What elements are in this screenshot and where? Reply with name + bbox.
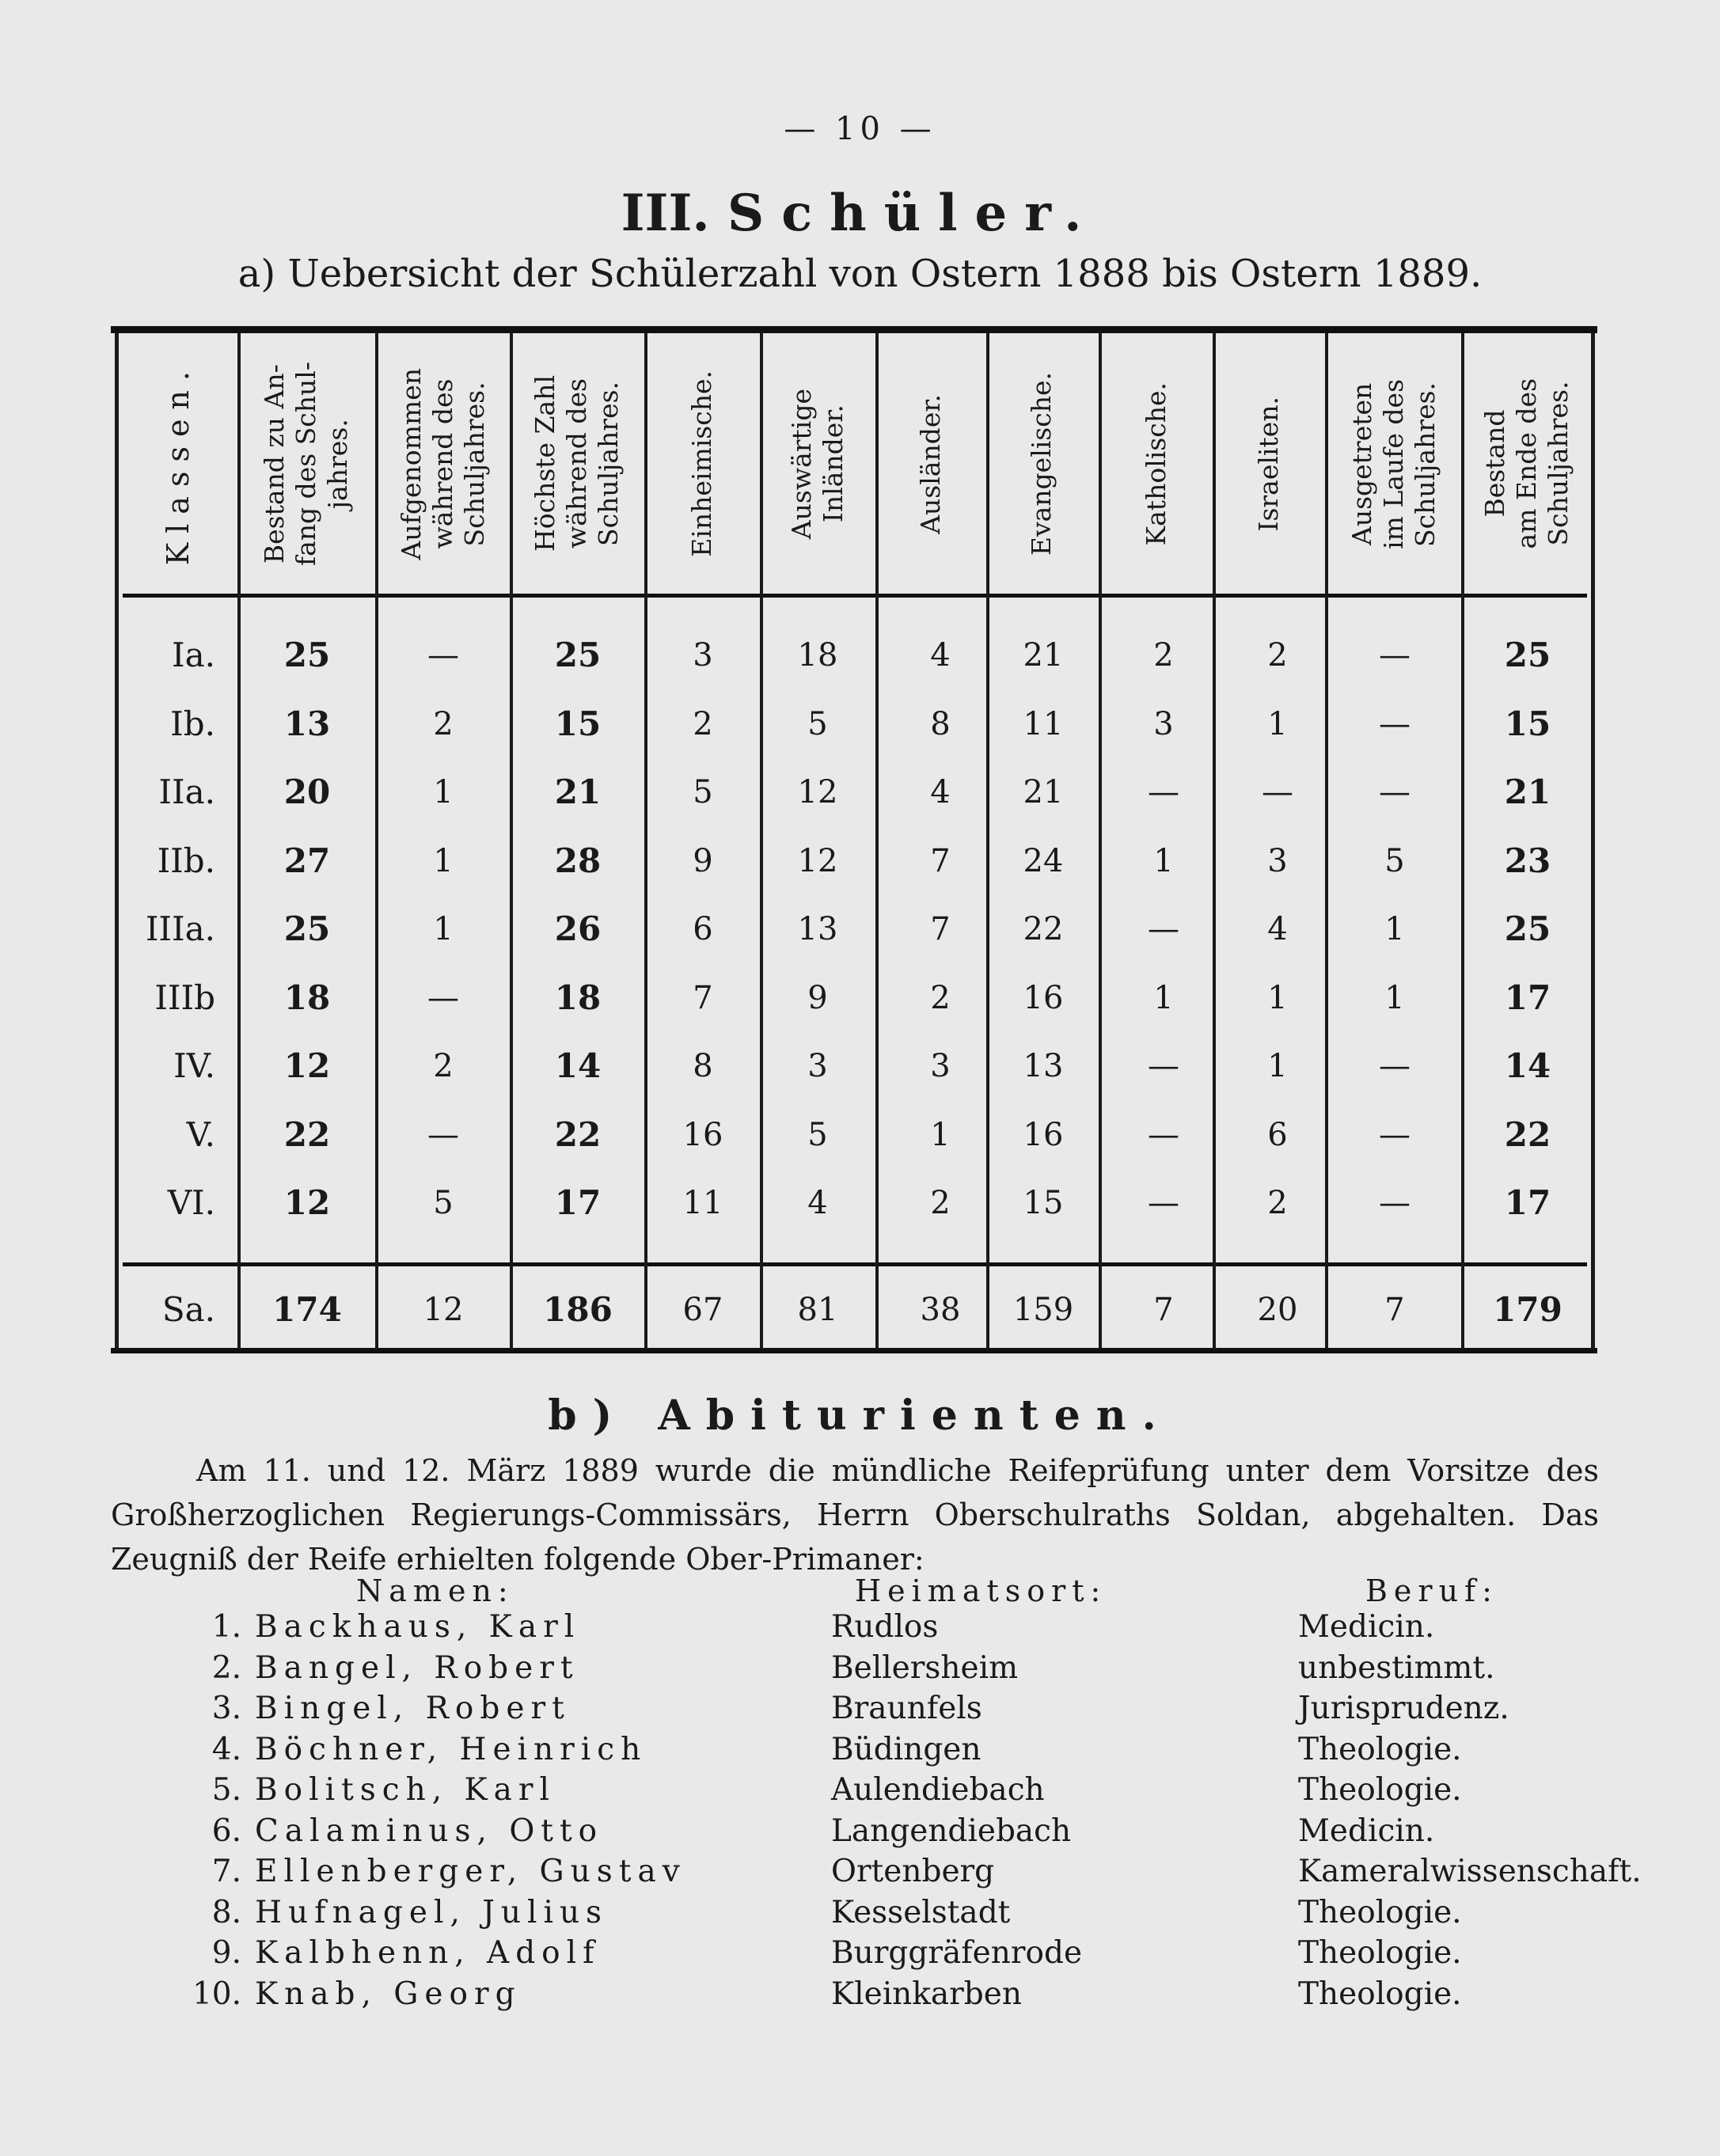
table-row-cell: 22: [1023, 911, 1064, 947]
entry-number: 2.: [211, 1650, 241, 1686]
total-row-cell: 186: [543, 1290, 613, 1329]
entry-heimatsort: Braunfels: [831, 1691, 982, 1726]
table-row-cell: 3: [1267, 843, 1288, 879]
table-row-cell: 25: [554, 636, 602, 674]
header-bestand-anfang-text: Bestand zu An- fang des Schul- jahres.: [259, 361, 353, 567]
entry-number: 4.: [211, 1732, 241, 1767]
header-rule: [123, 594, 1587, 598]
entry-heimatsort: Aulendiebach: [831, 1772, 1045, 1808]
entry-name: Kalbhenn, Adolf: [255, 1935, 601, 1971]
table-row-cell: 22: [554, 1115, 602, 1154]
table-row-cell: 1: [1384, 980, 1405, 1016]
section-title: Schüler.: [727, 184, 1099, 243]
header-evangelische-text: Evangelische.: [1026, 371, 1057, 556]
header-bestand-anfang: [239, 345, 374, 583]
table-row-cell: 9: [693, 843, 713, 879]
table-row-cell: 13: [283, 704, 331, 743]
header-auslaender-text: Ausländer.: [915, 393, 946, 534]
table-row-cell: 15: [1023, 1185, 1064, 1221]
header-aufgenommen-text: Aufgenommen während des Schuljahres.: [396, 367, 490, 560]
table-row-klasse: Ib.: [170, 704, 215, 743]
column-head-beruf: Beruf:: [1365, 1573, 1498, 1608]
table-row-cell: 23: [1504, 841, 1551, 880]
table-row-cell: 14: [1504, 1046, 1551, 1085]
table-row-klasse: IIIb: [154, 978, 215, 1017]
table-row-cell: —: [1148, 774, 1179, 810]
table-row-cell: 27: [283, 841, 331, 880]
table-row-cell: —: [1379, 706, 1411, 742]
table-row-klasse: IIb.: [157, 841, 215, 880]
table-row-klasse: Ia.: [172, 636, 215, 674]
table-row-cell: 26: [554, 909, 602, 948]
table-row-cell: 1: [1153, 843, 1174, 879]
entry-number: 8.: [211, 1895, 241, 1930]
header-ausgetreten-text: Ausgetreten im Laufe des Schuljahres.: [1346, 378, 1441, 549]
abiturienten-paragraph: [111, 1448, 1599, 1581]
table-row-cell: 5: [807, 706, 828, 742]
section-heading: [0, 184, 1720, 243]
total-row-cell: 174: [272, 1290, 342, 1329]
table-row-cell: 1: [1267, 1048, 1288, 1084]
table-row-cell: 9: [807, 980, 828, 1016]
header-bestand-ende: [1464, 345, 1589, 583]
entry-name: Backhaus, Karl: [255, 1609, 581, 1645]
table-row-cell: —: [1379, 1048, 1411, 1084]
table-row-cell: —: [427, 980, 459, 1016]
table-row-klasse: IIa.: [158, 772, 215, 811]
table-row-cell: 16: [682, 1117, 723, 1153]
entry-number: 3.: [211, 1691, 241, 1726]
entry-name: Bolitsch, Karl: [255, 1772, 556, 1808]
total-row-cell: 67: [682, 1292, 723, 1328]
table-row-cell: 2: [930, 1185, 951, 1221]
total-row-cell: 81: [797, 1292, 838, 1328]
table-row-cell: —: [427, 1117, 459, 1153]
table-row-cell: 2: [433, 706, 454, 742]
header-auslaender: [877, 345, 985, 583]
table-row-cell: —: [1148, 911, 1179, 947]
entry-beruf: Jurisprudenz.: [1298, 1691, 1509, 1726]
table-row-cell: 2: [930, 980, 951, 1016]
entry-beruf: Kameralwissenschaft.: [1298, 1854, 1642, 1889]
table-row-cell: 3: [693, 637, 713, 674]
table-row-cell: 2: [1267, 1185, 1288, 1221]
table-row-cell: 1: [1384, 911, 1405, 947]
total-row-cell: 159: [1012, 1292, 1074, 1328]
table-row-cell: 5: [433, 1185, 454, 1221]
entry-heimatsort: Ortenberg: [831, 1854, 995, 1889]
table-row-cell: 22: [1504, 1115, 1551, 1154]
table-row-cell: 12: [283, 1046, 331, 1085]
entry-name: Knab, Georg: [255, 1976, 522, 2012]
table-row-cell: 24: [1023, 843, 1064, 879]
table-row-cell: 25: [283, 909, 331, 948]
entry-name: Ellenberger, Gustav: [255, 1854, 686, 1889]
table-row-cell: 17: [1504, 978, 1551, 1017]
total-row-cell: 20: [1257, 1292, 1298, 1328]
table-row-cell: 25: [1504, 636, 1551, 674]
table-row-cell: 1: [930, 1117, 951, 1153]
page-number: — 10 —: [784, 111, 936, 147]
table-row-cell: 12: [797, 774, 838, 810]
entry-number: 5.: [211, 1772, 241, 1808]
table-bottom-rule: [111, 1348, 1597, 1353]
table-row-cell: —: [1148, 1048, 1179, 1084]
table-row-cell: —: [1262, 774, 1293, 810]
entry-heimatsort: Bellersheim: [831, 1650, 1019, 1686]
entry-name: Hufnagel, Julius: [255, 1895, 609, 1930]
header-katholische-text: Katholische.: [1141, 381, 1171, 546]
table-row-cell: 1: [1153, 980, 1174, 1016]
table-row-cell: 11: [682, 1185, 723, 1221]
table-row-cell: 1: [433, 843, 454, 879]
total-rule: [123, 1262, 1587, 1266]
entry-heimatsort: Rudlos: [831, 1609, 939, 1645]
table-row-cell: 1: [433, 911, 454, 947]
header-evangelische: [988, 345, 1095, 583]
entry-beruf: unbestimmt.: [1298, 1650, 1495, 1686]
header-aufgenommen: [378, 345, 508, 583]
section-roman: III.: [621, 184, 710, 243]
total-row-klasse: Sa.: [161, 1290, 215, 1329]
entry-beruf: Theologie.: [1298, 1772, 1462, 1808]
table-row-cell: 2: [1267, 637, 1288, 674]
abiturienten-paragraph-text: Am 11. und 12. März 1889 wurde die mündliche Reifeprüfung unter dem Vorsitze des Großherzoglichen Regierungs-Commissärs, Herrn Oberschulraths Soldan, abgehalten. Das Zeugniß der Reife erhielten folgende Ober-Primaner:: [111, 1453, 1599, 1577]
table-row-cell: 3: [1153, 706, 1174, 742]
table-row-cell: 22: [283, 1115, 331, 1154]
table-row-cell: 12: [283, 1183, 331, 1222]
table-row-cell: 1: [1267, 706, 1288, 742]
table-row-cell: 12: [797, 843, 838, 879]
table-row-cell: 17: [1504, 1183, 1551, 1222]
header-bestand-ende-text: Bestand am Ende des Schuljahres.: [1479, 378, 1574, 549]
table-row-cell: 4: [1267, 911, 1288, 947]
entry-beruf: Theologie.: [1298, 1732, 1462, 1767]
table-row-cell: 7: [693, 980, 713, 1016]
table-row-cell: 14: [554, 1046, 602, 1085]
table-row-cell: —: [1379, 774, 1411, 810]
table-row-cell: 21: [1023, 774, 1064, 810]
table-row-cell: 5: [693, 774, 713, 810]
table-row-cell: 28: [554, 841, 602, 880]
table-row-cell: 5: [1384, 843, 1405, 879]
entry-beruf: Theologie.: [1298, 1976, 1462, 2012]
table-row-cell: 25: [1504, 909, 1551, 948]
table-row-cell: —: [1148, 1117, 1179, 1153]
table-row-cell: 1: [1267, 980, 1288, 1016]
entry-number: 10.: [192, 1976, 241, 2012]
entry-heimatsort: Büdingen: [831, 1732, 982, 1767]
entry-number: 9.: [211, 1935, 241, 1971]
table-row-cell: —: [1379, 1185, 1411, 1221]
table-row-cell: 4: [930, 637, 951, 674]
table-row-klasse: VI.: [167, 1183, 215, 1222]
table-row-cell: 4: [930, 774, 951, 810]
table-row-cell: 21: [1023, 637, 1064, 674]
entry-number: 6.: [211, 1813, 241, 1849]
entry-name: Bangel, Robert: [255, 1650, 579, 1686]
entry-beruf: Theologie.: [1298, 1935, 1462, 1971]
header-ausgetreten: [1328, 345, 1460, 583]
table-row-cell: 8: [693, 1048, 713, 1084]
table-row-cell: 3: [807, 1048, 828, 1084]
table-row-cell: 7: [930, 911, 951, 947]
table-row-cell: 13: [1023, 1048, 1064, 1084]
table-row-cell: 3: [930, 1048, 951, 1084]
table-row-cell: 13: [797, 911, 838, 947]
entry-name: Calaminus, Otto: [255, 1813, 604, 1849]
header-auswaertige-text: Auswärtige Inländer.: [786, 388, 849, 540]
table-row-cell: 5: [807, 1117, 828, 1153]
table-row-cell: 2: [1153, 637, 1174, 674]
table-row-cell: 15: [554, 704, 602, 743]
entry-number: 7.: [211, 1854, 241, 1889]
entry-name: Böchner, Heinrich: [255, 1732, 647, 1767]
header-einheimische-text: Einheimische.: [686, 370, 717, 557]
header-hoechste-zahl-text: Höchste Zahl während des Schuljahres.: [530, 375, 624, 552]
header-klassen: [119, 345, 237, 583]
total-row-cell: 38: [920, 1292, 961, 1328]
column-head-namen: Namen:: [356, 1573, 514, 1608]
header-auswaertige: [761, 345, 874, 583]
table-row-cell: 1: [433, 774, 454, 810]
table-row-cell: 4: [807, 1185, 828, 1221]
table-row-cell: 16: [1023, 980, 1064, 1016]
total-row-cell: 7: [1153, 1292, 1174, 1328]
entry-number: 1.: [211, 1609, 241, 1645]
table-row-klasse: V.: [186, 1115, 215, 1154]
header-hoechste-zahl: [511, 345, 643, 583]
table-row-cell: 6: [1267, 1117, 1288, 1153]
total-row-cell: 7: [1384, 1292, 1405, 1328]
table-row-cell: 21: [1504, 772, 1551, 811]
abiturienten-heading-text: b) Abiturienten.: [548, 1391, 1172, 1440]
table-row-klasse: IV.: [173, 1046, 215, 1085]
entry-beruf: Theologie.: [1298, 1895, 1462, 1930]
table-row-cell: —: [1379, 1117, 1411, 1153]
table-row-cell: —: [1379, 637, 1411, 674]
entry-heimatsort: Kesselstadt: [831, 1895, 1011, 1930]
header-israeliten-text: Israeliten.: [1253, 396, 1284, 532]
entry-name: Bingel, Robert: [255, 1691, 571, 1726]
header-israeliten: [1214, 345, 1323, 583]
column-head-heimatsort: Heimatsort:: [855, 1573, 1107, 1608]
table-row-cell: 18: [554, 978, 602, 1017]
total-row-cell: 179: [1493, 1290, 1562, 1329]
header-klassen-text: Klassen.: [161, 362, 196, 566]
table-row-cell: 20: [283, 772, 331, 811]
total-row-cell: 12: [423, 1292, 464, 1328]
table-top-rule: [111, 326, 1597, 333]
table-subtitle: a) Uebersicht der Schülerzahl von Ostern 1888 bis Ostern 1889.: [237, 252, 1483, 296]
header-einheimische: [646, 345, 758, 583]
table-row-cell: 21: [554, 772, 602, 811]
entry-heimatsort: Burggräfenrode: [831, 1935, 1083, 1971]
table-row-cell: 2: [433, 1048, 454, 1084]
table-row-klasse: IIIa.: [145, 909, 215, 948]
table-row-cell: —: [1148, 1185, 1179, 1221]
table-row-cell: 16: [1023, 1117, 1064, 1153]
abiturienten-heading: [0, 1391, 1720, 1440]
entry-heimatsort: Kleinkarben: [831, 1976, 1022, 2012]
entry-beruf: Medicin.: [1298, 1813, 1435, 1849]
table-row-cell: 18: [283, 978, 331, 1017]
table-row-cell: 8: [930, 706, 951, 742]
table-row-cell: 17: [554, 1183, 602, 1222]
table-row-cell: 2: [693, 706, 713, 742]
table-row-cell: 7: [930, 843, 951, 879]
table-row-cell: 11: [1023, 706, 1064, 742]
entry-heimatsort: Langendiebach: [831, 1813, 1072, 1849]
entry-beruf: Medicin.: [1298, 1609, 1435, 1645]
table-row-cell: 18: [797, 637, 838, 674]
table-row-cell: 15: [1504, 704, 1551, 743]
table-row-cell: —: [427, 637, 459, 674]
table-row-cell: 6: [693, 911, 713, 947]
header-katholische: [1102, 345, 1211, 583]
table-row-cell: 25: [283, 636, 331, 674]
